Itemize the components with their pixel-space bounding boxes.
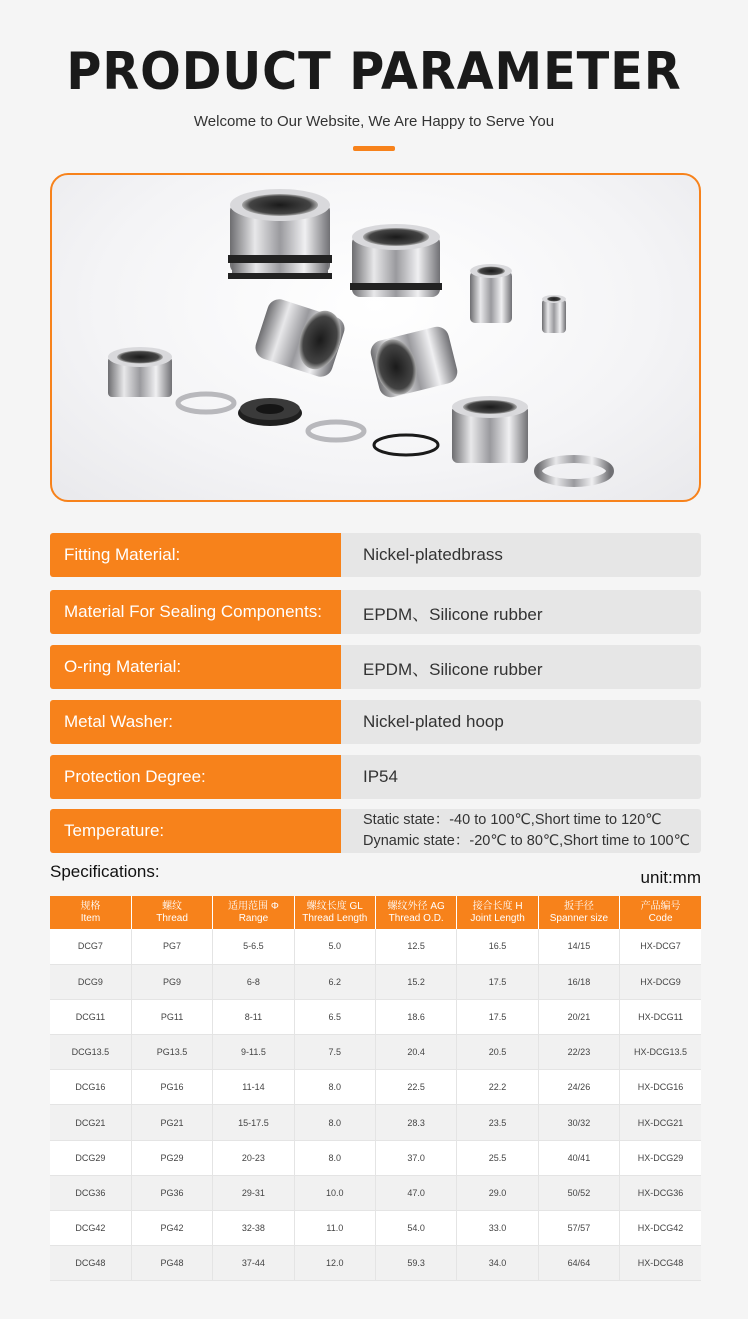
specifications-table [50, 896, 701, 1281]
table-cell: DCG16 [50, 1070, 131, 1105]
table-cell: 20-23 [213, 1140, 294, 1175]
table-cell: 54.0 [376, 1211, 457, 1246]
table-cell: 11-14 [213, 1070, 294, 1105]
table-cell: 29-31 [213, 1175, 294, 1210]
table-cell: 22.5 [376, 1070, 457, 1105]
cable-glands-illustration [52, 175, 701, 502]
table-cell: 25.5 [457, 1140, 538, 1175]
table-cell: HX-DCG36 [620, 1175, 701, 1210]
table-cell: HX-DCG11 [620, 999, 701, 1034]
param-value-line: Static state：-40 to 100℃,Short time to 120℃ [363, 812, 662, 828]
table-cell: 5.0 [294, 929, 375, 964]
table-cell: 15.2 [376, 964, 457, 999]
table-cell: 6.5 [294, 999, 375, 1034]
table-cell: 34.0 [457, 1246, 538, 1281]
param-value-line: Dynamic state：-20℃ to 80℃,Short time to 100℃ [363, 833, 690, 849]
table-cell: 18.6 [376, 999, 457, 1034]
table-cell: 28.3 [376, 1105, 457, 1140]
param-value: Nickel-platedbrass [341, 533, 701, 577]
table-cell: 20.4 [376, 1035, 457, 1070]
param-label: Metal Washer: [50, 700, 341, 744]
washer-2 [308, 422, 364, 440]
table-cell: PG48 [131, 1246, 212, 1281]
table-row [50, 999, 701, 1034]
param-row-metal-washer [50, 700, 701, 744]
table-cell: 47.0 [376, 1175, 457, 1210]
table-cell: HX-DCG7 [620, 929, 701, 964]
table-cell: 17.5 [457, 999, 538, 1034]
table-cell: 5-6.5 [213, 929, 294, 964]
table-cell: 6-8 [213, 964, 294, 999]
table-cell: 64/64 [538, 1246, 619, 1281]
table-cell: 22/23 [538, 1035, 619, 1070]
param-row-temperature [50, 809, 701, 853]
table-row [50, 1035, 701, 1070]
column-header: 规格 Item [50, 896, 131, 929]
gland-tiny [542, 295, 566, 333]
table-cell: 16/18 [538, 964, 619, 999]
rubber-seal [238, 398, 302, 426]
table-cell: 8.0 [294, 1140, 375, 1175]
gland-lying-2 [368, 324, 460, 400]
table-cell: PG13.5 [131, 1035, 212, 1070]
lock-nut [538, 459, 610, 483]
table-cell: 14/15 [538, 929, 619, 964]
table-row [50, 1140, 701, 1175]
table-cell: 6.2 [294, 964, 375, 999]
param-value: Nickel-plated hoop [341, 700, 701, 744]
table-cell: 8-11 [213, 999, 294, 1034]
column-header: 产品编号 Code [620, 896, 701, 929]
table-cell: HX-DCG29 [620, 1140, 701, 1175]
param-value: IP54 [341, 755, 701, 799]
table-cell: PG11 [131, 999, 212, 1034]
table-cell: PG36 [131, 1175, 212, 1210]
gland-medium [350, 224, 442, 297]
table-cell: 15-17.5 [213, 1105, 294, 1140]
param-row-fitting-material [50, 533, 701, 577]
table-cell: 8.0 [294, 1105, 375, 1140]
table-cell: 22.2 [457, 1070, 538, 1105]
table-cell: 37-44 [213, 1246, 294, 1281]
table-cell: 7.5 [294, 1035, 375, 1070]
table-cell: HX-DCG48 [620, 1246, 701, 1281]
param-value [341, 809, 701, 853]
table-cell: 32-38 [213, 1211, 294, 1246]
table-row [50, 964, 701, 999]
table-cell: HX-DCG16 [620, 1070, 701, 1105]
gland-front [452, 396, 528, 463]
param-row-protection-degree [50, 755, 701, 799]
param-label: O-ring Material: [50, 645, 341, 689]
table-row [50, 1175, 701, 1210]
table-cell: PG21 [131, 1105, 212, 1140]
table-cell: 37.0 [376, 1140, 457, 1175]
table-cell: 20/21 [538, 999, 619, 1034]
param-row-oring-material [50, 645, 701, 689]
column-header: 螺纹外径 AG Thread O.D. [376, 896, 457, 929]
column-header: 扳手径 Spanner size [538, 896, 619, 929]
table-cell: DCG36 [50, 1175, 131, 1210]
table-cell: PG16 [131, 1070, 212, 1105]
table-cell: PG29 [131, 1140, 212, 1175]
table-cell: 9-11.5 [213, 1035, 294, 1070]
table-cell: 20.5 [457, 1035, 538, 1070]
table-cell: 40/41 [538, 1140, 619, 1175]
table-cell: DCG48 [50, 1246, 131, 1281]
gland-large [228, 189, 332, 279]
table-cell: 11.0 [294, 1211, 375, 1246]
table-cell: 12.0 [294, 1246, 375, 1281]
param-value: EPDM、Silicone rubber [341, 590, 701, 634]
column-header: 适用范围 Φ Range [213, 896, 294, 929]
table-cell: HX-DCG9 [620, 964, 701, 999]
table-cell: DCG9 [50, 964, 131, 999]
table-cell: 12.5 [376, 929, 457, 964]
table-cell: DCG7 [50, 929, 131, 964]
unit-label: unit:mm [640, 868, 701, 887]
param-label: Material For Sealing Components: [50, 590, 341, 634]
table-cell: 30/32 [538, 1105, 619, 1140]
table-row [50, 1246, 701, 1281]
table-cell: 59.3 [376, 1246, 457, 1281]
table-cell: 10.0 [294, 1175, 375, 1210]
param-label: Temperature: [50, 809, 341, 853]
table-cell: 50/52 [538, 1175, 619, 1210]
table-cell: PG42 [131, 1211, 212, 1246]
column-header: 接合长度 H Joint Length [457, 896, 538, 929]
column-header: 螺纹长度 GL Thread Length [294, 896, 375, 929]
specifications-heading: Specifications: [50, 862, 160, 881]
param-row-sealing-material [50, 590, 701, 634]
column-header: 螺纹 Thread [131, 896, 212, 929]
param-label: Protection Degree: [50, 755, 341, 799]
table-row [50, 929, 701, 964]
table-cell: HX-DCG42 [620, 1211, 701, 1246]
washer-1 [178, 394, 234, 412]
table-cell: DCG11 [50, 999, 131, 1034]
table-cell: DCG42 [50, 1211, 131, 1246]
nut-left [108, 347, 172, 397]
table-cell: 23.5 [457, 1105, 538, 1140]
gland-small [470, 264, 512, 323]
table-row [50, 1211, 701, 1246]
page-subtitle: Welcome to Our Website, We Are Happy to Serve You [193, 113, 555, 130]
param-label: Fitting Material: [50, 533, 341, 577]
table-cell: PG7 [131, 929, 212, 964]
table-cell: 8.0 [294, 1070, 375, 1105]
o-ring [374, 435, 438, 455]
table-cell: 33.0 [457, 1211, 538, 1246]
table-cell: 29.0 [457, 1175, 538, 1210]
table-row [50, 1105, 701, 1140]
product-photo [50, 173, 701, 502]
table-cell: 17.5 [457, 964, 538, 999]
table-cell: PG9 [131, 964, 212, 999]
table-cell: DCG13.5 [50, 1035, 131, 1070]
gland-lying-1 [252, 296, 348, 380]
table-cell: 24/26 [538, 1070, 619, 1105]
table-cell: DCG29 [50, 1140, 131, 1175]
table-header-row [50, 896, 701, 929]
table-cell: HX-DCG13.5 [620, 1035, 701, 1070]
table-cell: 16.5 [457, 929, 538, 964]
table-row [50, 1070, 701, 1105]
table-cell: DCG21 [50, 1105, 131, 1140]
table-cell: 57/57 [538, 1211, 619, 1246]
table-cell: HX-DCG21 [620, 1105, 701, 1140]
page-title: PRODUCT PARAMETER [66, 42, 682, 102]
param-value: EPDM、Silicone rubber [341, 645, 701, 689]
accent-divider [353, 146, 395, 151]
